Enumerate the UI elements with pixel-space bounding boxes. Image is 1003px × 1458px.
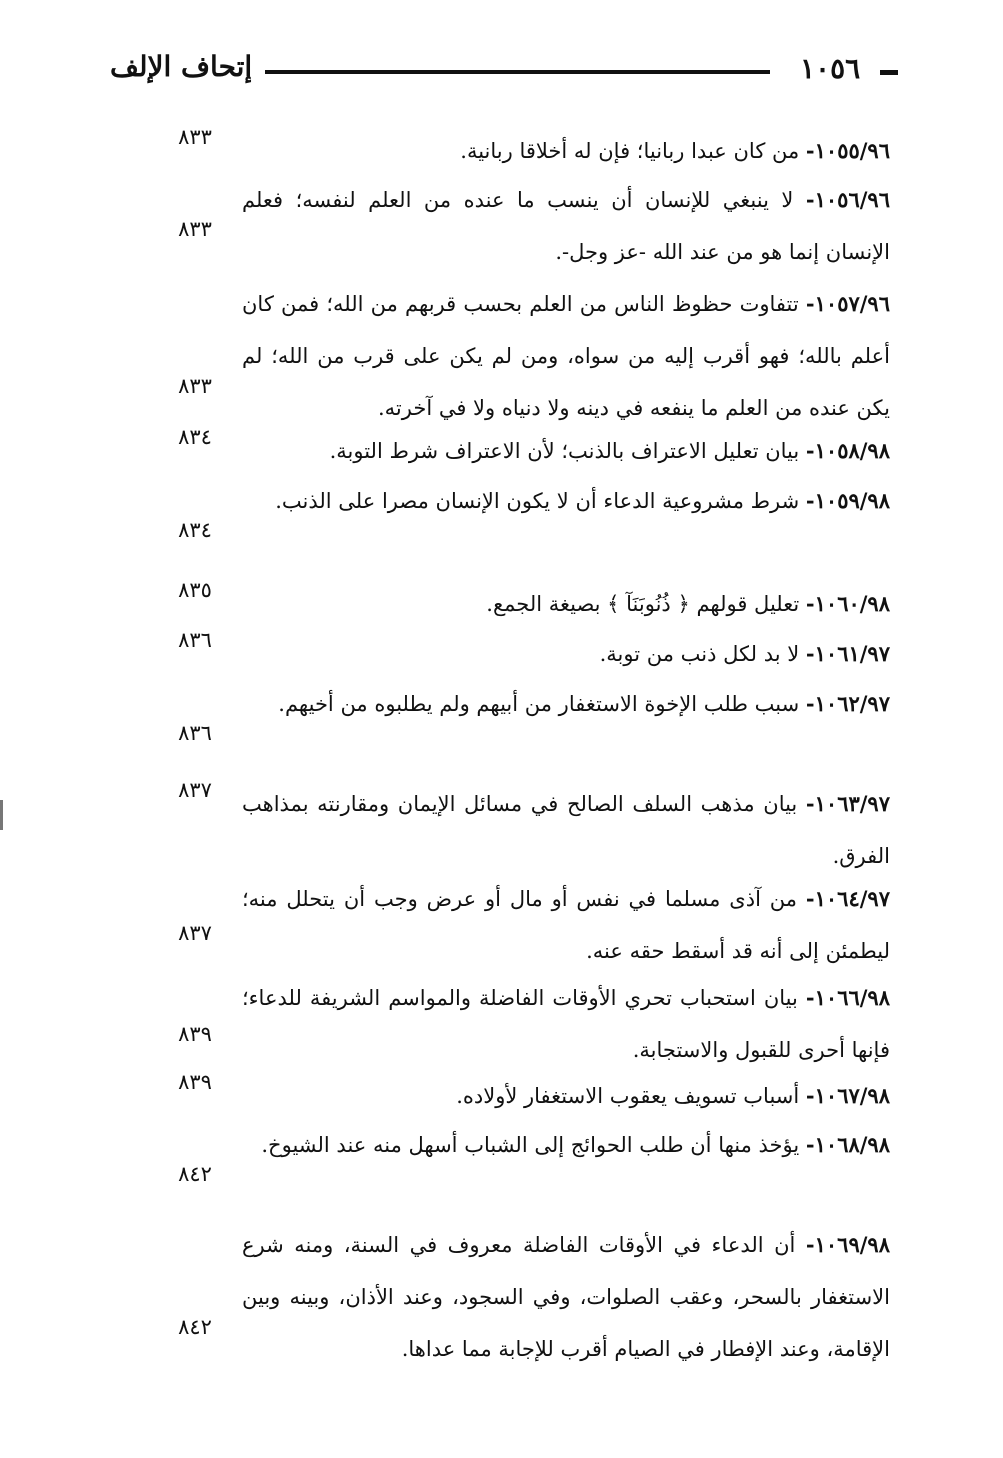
page-reference: ٨٣٩ bbox=[178, 1070, 212, 1094]
page-reference: ٨٣٣ bbox=[178, 125, 212, 149]
entry-text bbox=[242, 125, 890, 177]
entry-text bbox=[242, 578, 890, 630]
entry-body: من آذى مسلما في نفس أو مال أو عرض وجب أن يتحلل منه؛ ليطمئن إلى أنه قد أسقط حقه عنه. bbox=[242, 887, 890, 963]
entry-text bbox=[242, 475, 890, 527]
entry-body: سبب طلب الإخوة الاستغفار من أبيهم ولم يطلبوه من أخيهم. bbox=[278, 692, 800, 716]
entry-text bbox=[242, 628, 890, 680]
entry-body: بيان تعليل الاعتراف بالذنب؛ لأن الاعتراف شرط التوبة. bbox=[329, 439, 800, 463]
entry-text bbox=[242, 1219, 890, 1375]
entry-text bbox=[242, 678, 890, 730]
entry-text bbox=[242, 174, 890, 278]
entry-text bbox=[242, 1070, 890, 1122]
page-reference: ٨٣٥ bbox=[178, 578, 212, 602]
entry-body: أسباب تسويف يعقوب الاستغفار لأولاده. bbox=[456, 1084, 800, 1108]
entry-text bbox=[242, 278, 890, 434]
entry-body: بيان استحباب تحري الأوقات الفاضلة والمواسم الشريفة للدعاء؛ فإنها أحرى للقبول والاستجابة. bbox=[242, 986, 890, 1062]
book-title: إتحاف الإلف bbox=[110, 50, 253, 83]
entry-number: ١٠٦٤/٩٧- bbox=[805, 886, 890, 911]
entry-body: شرط مشروعية الدعاء أن لا يكون الإنسان مصرا على الذنب. bbox=[275, 489, 800, 513]
page-reference: ٨٣٧ bbox=[178, 778, 212, 802]
entry-body: تتفاوت حظوظ الناس من العلم بحسب قربهم من الله؛ فمن كان أعلم بالله؛ فهو أقرب إليه من سواه، ومن لم يكن على قرب من الله؛ لم يكن عنده من العلم ما ينفعه في دينه ولا دنياه ولا في آخرته. bbox=[242, 292, 890, 420]
entry-number: ١٠٥٦/٩٦- bbox=[805, 187, 890, 212]
entry-body: تعليل قولهم ﴿ ذُنُوبَنَآ ﴾ بصيغة الجمع. bbox=[486, 592, 800, 616]
entry-number: ١٠٥٧/٩٦- bbox=[805, 291, 890, 316]
entry-body: لا ينبغي للإنسان أن ينسب ما عنده من العلم لنفسه؛ فعلم الإنسان إنما هو من عند الله -عز وجل-. bbox=[242, 188, 890, 264]
page-reference: ٨٣٦ bbox=[178, 628, 212, 652]
entry-number: ١٠٥٨/٩٨- bbox=[805, 438, 890, 463]
entry-body: بيان مذهب السلف الصالح في مسائل الإيمان ومقارنته بمذاهب الفرق. bbox=[242, 792, 890, 868]
entry-text bbox=[242, 1119, 890, 1171]
entry-number: ١٠٥٥/٩٦- bbox=[805, 138, 890, 163]
entry-body: أن الدعاء في الأوقات الفاضلة معروف في السنة، ومنه شرع الاستغفار بالسحر، وعقب الصلوات، وفي السجود، وعند الأذان، وبينه وبين الإقامة، وعند الإفطار في الصيام أقرب للإجابة مما عداها. bbox=[242, 1233, 890, 1361]
entry-number: ١٠٥٩/٩٨- bbox=[805, 488, 890, 513]
page-reference: ٨٣٣ bbox=[178, 217, 212, 241]
entry-number: ١٠٦٣/٩٧- bbox=[805, 791, 890, 816]
page-reference: ٨٤٢ bbox=[178, 1162, 212, 1186]
page-reference: ٨٣٤ bbox=[178, 425, 212, 449]
scan-margin-mark bbox=[0, 800, 3, 830]
entry-number: ١٠٦٨/٩٨- bbox=[805, 1132, 890, 1157]
entry-body: يؤخذ منها أن طلب الحوائج إلى الشباب أسهل منه عند الشيوخ. bbox=[261, 1133, 800, 1157]
entry-body: لا بد لكل ذنب من توبة. bbox=[599, 642, 800, 666]
entry-text bbox=[242, 778, 890, 882]
page-number: ١٠٥٦ bbox=[800, 52, 861, 85]
entry-text bbox=[242, 425, 890, 477]
entry-number: ١٠٦٢/٩٧- bbox=[805, 691, 890, 716]
page-header bbox=[110, 50, 900, 100]
entry-number: ١٠٦٧/٩٨- bbox=[805, 1083, 890, 1108]
entry-number: ١٠٦١/٩٧- bbox=[805, 641, 890, 666]
entry-number: ١٠٦٠/٩٨- bbox=[805, 591, 890, 616]
entry-body: من كان عبدا ربانيا؛ فإن له أخلاقا ربانية. bbox=[460, 139, 800, 163]
header-rule bbox=[265, 70, 770, 74]
entry-number: ١٠٦٩/٩٨- bbox=[805, 1232, 890, 1257]
page-reference: ٨٣٣ bbox=[178, 374, 212, 398]
page-reference: ٨٣٦ bbox=[178, 721, 212, 745]
page-reference: ٨٣٤ bbox=[178, 518, 212, 542]
entry-number: ١٠٦٦/٩٨- bbox=[805, 985, 890, 1010]
page-reference: ٨٤٢ bbox=[178, 1315, 212, 1339]
page-reference: ٨٣٩ bbox=[178, 1022, 212, 1046]
page-reference: ٨٣٧ bbox=[178, 921, 212, 945]
page-number-dash bbox=[880, 70, 898, 75]
entry-text bbox=[242, 873, 890, 977]
entry-text bbox=[242, 972, 890, 1076]
